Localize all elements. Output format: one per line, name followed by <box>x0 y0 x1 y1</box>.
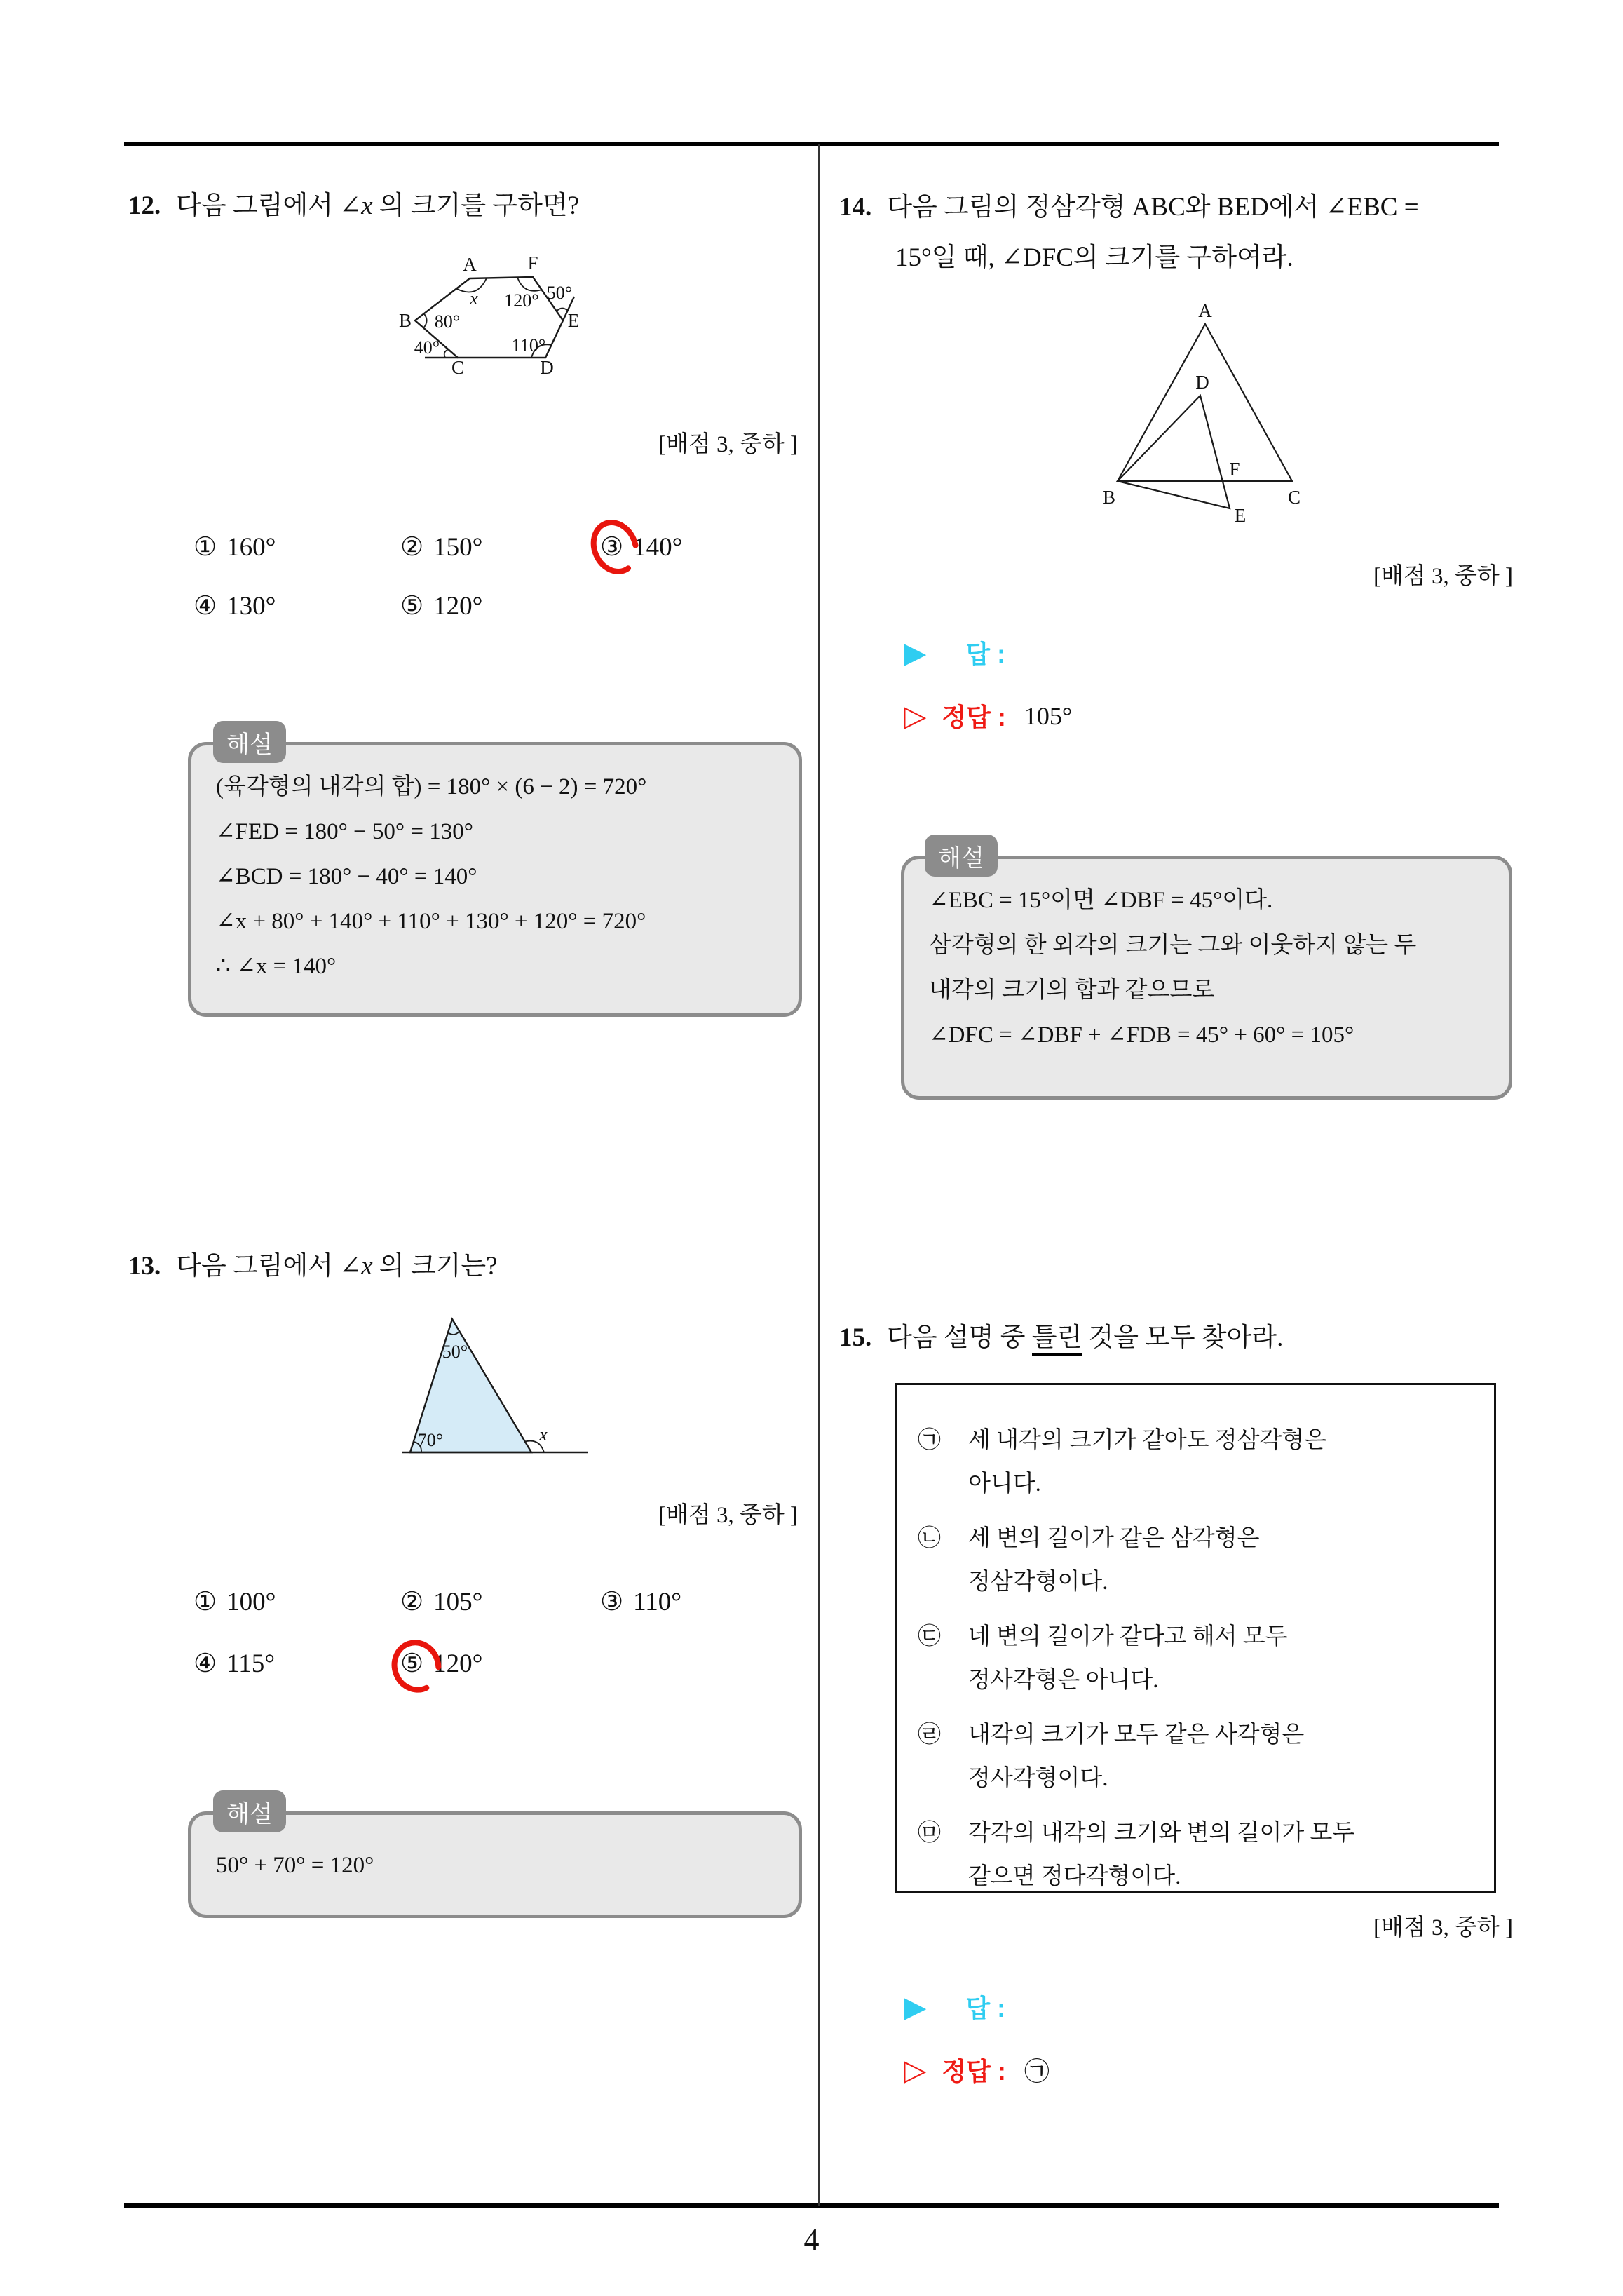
correct-label: 정답 : <box>942 703 1006 731</box>
choice-value: 105° <box>433 1588 483 1616</box>
bottom-rule <box>124 2203 1499 2208</box>
angle-label-120: 120° <box>504 290 539 311</box>
statement-item <box>918 1517 1477 1604</box>
solution-tab: 해설 <box>925 835 998 877</box>
math-var-x: x <box>361 191 373 220</box>
solution-line: 50° + 70° = 120° <box>216 1853 374 1878</box>
choice-mark: ④ <box>193 1649 217 1678</box>
statement-line: 아니다. <box>968 1471 1041 1497</box>
solution-line: ∠DFC = ∠DBF + ∠FDB = 45° + 60° = 105° <box>929 1022 1354 1048</box>
statement-mark: ㉢ <box>918 1624 941 1649</box>
red-circle-annotation <box>588 516 644 579</box>
points-badge: [배점 3, 중하 ] <box>658 432 798 457</box>
statement-line: 같으면 정다각형이다. <box>968 1864 1181 1889</box>
points-badge: [배점 3, 중하 ] <box>1373 564 1513 589</box>
correct-arrow-icon: ▷ <box>904 698 927 733</box>
choice-mark: ① <box>193 533 217 562</box>
top-rule <box>124 142 1499 146</box>
solution-tab: 해설 <box>213 721 286 763</box>
angle-label-50: 50° <box>442 1342 468 1362</box>
column-divider <box>818 144 820 2206</box>
vertex-label-b: B <box>398 310 412 331</box>
statement-mark: ㉠ <box>918 1428 941 1453</box>
statement-line: 정사각형은 아니다. <box>968 1668 1159 1693</box>
vertex-label-a: A <box>463 254 477 275</box>
choice-1 <box>193 1586 276 1617</box>
angle-label-110: 110° <box>511 335 546 356</box>
hexagon-figure <box>379 245 617 389</box>
choice-value: 115° <box>226 1649 276 1678</box>
question-15-title <box>839 1316 1283 1353</box>
question-number: 15. <box>839 1323 872 1352</box>
statement-text <box>968 1811 1354 1898</box>
choice-value: 110° <box>633 1588 682 1616</box>
choice-5 <box>400 590 482 621</box>
answer-label: 답 : <box>965 640 1006 668</box>
vertex-label-d: D <box>540 357 554 378</box>
statement-line: 내각의 크기가 모두 같은 사각형은 <box>968 1722 1305 1748</box>
correct-arrow-icon: ▷ <box>904 2052 927 2087</box>
angle-label-40: 40° <box>414 337 440 358</box>
solution-line: ∴ ∠x = 140° <box>216 954 337 979</box>
points-badge: [배점 3, 중하 ] <box>658 1503 798 1528</box>
statement-box <box>895 1383 1496 1893</box>
solution-line: ∠EBC = 15°이면 ∠DBF = 45°이다. <box>929 888 1273 913</box>
choice-value: 130° <box>226 592 276 621</box>
vertex-label-c: C <box>1287 487 1301 508</box>
choice-2 <box>400 532 482 562</box>
question-text: 다음 그림에서 ∠ <box>176 1252 362 1281</box>
statement-line: 세 내각의 크기가 같아도 정삼각형은 <box>968 1428 1327 1453</box>
statement-text <box>968 1419 1326 1506</box>
question-text: 다음 그림의 정삼각형 ABC와 BED에서 ∠EBC = <box>887 193 1419 222</box>
equilateral-triangles-figure <box>1080 295 1311 526</box>
choice-4 <box>193 1648 275 1679</box>
math-var-x: x <box>361 1252 373 1281</box>
angle-label-70: 70° <box>417 1430 444 1450</box>
vertex-label-f: F <box>527 252 538 274</box>
underlined-word: 틀린 <box>1032 1323 1082 1356</box>
choice-mark: ③ <box>600 1588 624 1616</box>
choice-value: 160° <box>226 533 276 562</box>
answer-arrow-icon: ▶ <box>904 1989 927 2024</box>
solution-line: ∠FED = 180° − 50° = 130° <box>216 819 473 844</box>
question-text: 15°일 때, ∠DFC의 크기를 구하여라. <box>895 243 1293 272</box>
question-text-tail: 것을 모두 찾아라. <box>1082 1323 1284 1352</box>
choice-4 <box>193 590 276 621</box>
correct-value: 105° <box>1024 701 1073 730</box>
choice-mark: ⑤ <box>400 1649 424 1678</box>
question-14-title-line2 <box>895 236 1293 274</box>
vertex-label-b: B <box>1102 487 1116 508</box>
choice-value: 120° <box>433 592 483 621</box>
angle-label-50: 50° <box>546 283 573 303</box>
correct-value: ㉠ <box>1024 2058 1050 2086</box>
solution-lines <box>216 764 646 989</box>
answer-row <box>904 635 1005 670</box>
vertex-label-a: A <box>1198 300 1212 321</box>
statement-mark: ㉤ <box>918 1821 941 1846</box>
vertex-label-c: C <box>451 357 465 378</box>
question-number: 12. <box>128 191 161 220</box>
choice-mark: ② <box>400 533 424 562</box>
vertex-label-f: F <box>1229 459 1240 480</box>
solution-line: 내각의 크기의 합과 같으므로 <box>929 978 1215 1003</box>
vertex-label-d: D <box>1195 372 1209 393</box>
question-text-tail: 의 크기는? <box>372 1252 498 1281</box>
question-13-title <box>128 1244 498 1282</box>
vertex-label-e: E <box>1234 505 1247 526</box>
statement-text <box>968 1517 1260 1604</box>
question-text: 다음 그림에서 ∠ <box>176 191 362 220</box>
statement-line: 각각의 내각의 크기와 변의 길이가 모두 <box>968 1821 1355 1846</box>
statement-text <box>968 1615 1288 1702</box>
choice-mark: ③ <box>600 533 624 562</box>
question-text-tail: 의 크기를 구하면? <box>372 191 580 220</box>
question-12-title <box>128 184 579 222</box>
solution-line: ∠BCD = 180° − 40° = 140° <box>216 864 477 889</box>
correct-answer-row <box>904 2052 1050 2088</box>
page-number: 4 <box>803 2222 820 2257</box>
question-number: 13. <box>128 1252 161 1281</box>
choice-value: 100° <box>226 1588 276 1616</box>
statement-mark: ㉣ <box>918 1722 941 1748</box>
angle-label-x: x <box>539 1424 548 1445</box>
choice-mark: ⑤ <box>400 592 424 621</box>
choice-value: 150° <box>433 533 483 562</box>
statement-text <box>968 1713 1304 1800</box>
points-badge: [배점 3, 중하 ] <box>1373 1915 1513 1940</box>
solution-lines <box>216 1843 374 1888</box>
angle-label-x: x <box>470 288 478 309</box>
statement-line: 네 변의 길이가 같다고 해서 모두 <box>968 1624 1288 1649</box>
choice-value: 140° <box>633 533 683 562</box>
choice-mark: ② <box>400 1588 424 1616</box>
solution-tab: 해설 <box>213 1790 286 1832</box>
vertex-label-e: E <box>567 310 580 331</box>
question-text: 다음 설명 중 <box>887 1323 1032 1352</box>
choice-3 <box>600 1586 681 1617</box>
answer-arrow-icon: ▶ <box>904 635 927 670</box>
choice-2 <box>400 1586 482 1617</box>
statement-line: 정사각형이다. <box>968 1766 1108 1791</box>
statement-item <box>918 1713 1477 1800</box>
choice-mark: ① <box>193 1588 217 1616</box>
answer-row <box>904 1989 1005 2025</box>
statement-line: 정삼각형이다. <box>968 1569 1108 1595</box>
statement-mark: ㉡ <box>918 1526 941 1551</box>
answer-label: 답 : <box>965 1994 1006 2022</box>
triangle-figure <box>393 1303 603 1466</box>
choice-value: 120° <box>433 1649 483 1678</box>
angle-label-80: 80° <box>434 311 461 332</box>
correct-label: 정답 : <box>942 2057 1006 2086</box>
solution-line: (육각형의 내각의 합) = 180° × (6 − 2) = 720° <box>216 774 647 799</box>
solution-line: 삼각형의 한 외각의 크기는 그와 이웃하지 않는 두 <box>929 933 1417 958</box>
correct-answer-row <box>904 698 1072 734</box>
question-number: 14. <box>839 193 872 222</box>
solution-line: ∠x + 80° + 140° + 110° + 130° + 120° = 720° <box>216 909 646 934</box>
red-circle-annotation <box>387 1635 446 1697</box>
choice-1 <box>193 532 276 562</box>
statement-item <box>918 1615 1477 1702</box>
choice-mark: ④ <box>193 592 217 621</box>
statement-item <box>918 1419 1477 1506</box>
question-14-title <box>839 185 1419 223</box>
solution-lines <box>929 878 1416 1058</box>
statement-line: 세 변의 길이가 같은 삼각형은 <box>968 1526 1260 1551</box>
statement-item <box>918 1811 1477 1898</box>
